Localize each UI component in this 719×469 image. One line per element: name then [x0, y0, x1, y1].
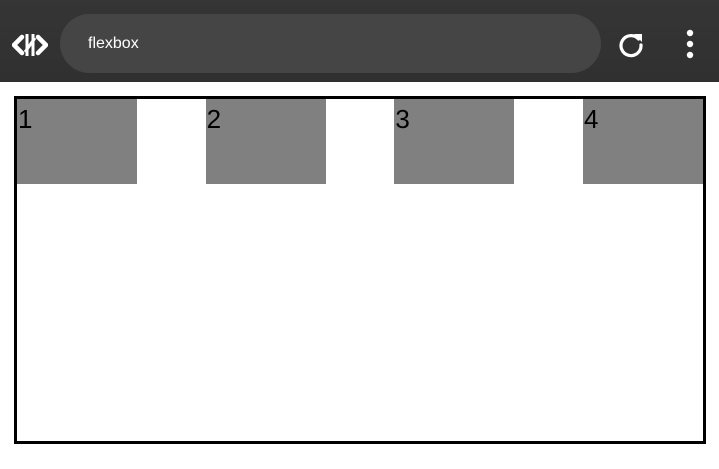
flex-item-1: 1	[17, 99, 137, 184]
flex-item-4: 4	[583, 99, 703, 184]
flex-item-3: 3	[394, 99, 514, 184]
more-vert-icon[interactable]	[676, 28, 704, 62]
reload-icon[interactable]	[616, 30, 646, 60]
browser-toolbar	[0, 0, 719, 82]
url-bar[interactable]: flexbox	[60, 14, 601, 73]
flex-container	[14, 96, 706, 444]
code-brackets-logo-icon[interactable]	[12, 30, 48, 60]
flex-item-2: 2	[206, 99, 326, 184]
